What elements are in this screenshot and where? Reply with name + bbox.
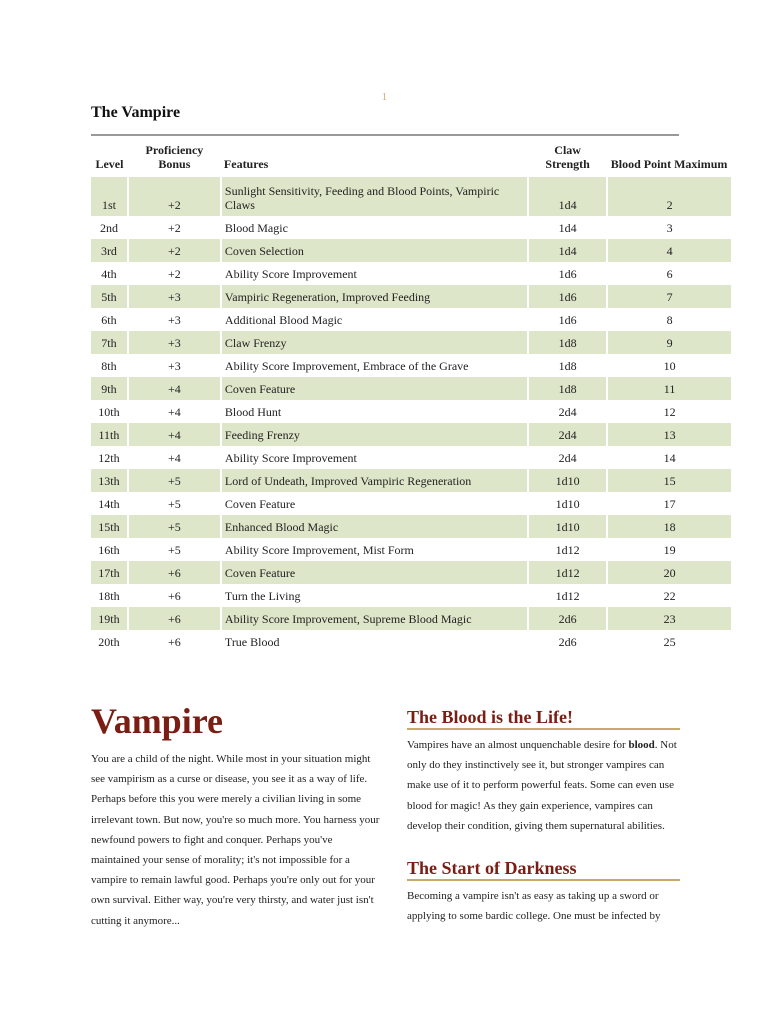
cell-features: Additional Blood Magic	[221, 308, 528, 331]
cell-blood-point-maximum: 10	[663, 358, 676, 373]
cell-blood-point-maximum: 17	[663, 496, 676, 511]
table-row	[91, 177, 731, 216]
cell-claw-strength: 1d12	[528, 538, 607, 561]
header-claw-strength: Claw Strength	[545, 143, 590, 171]
cell-features: Coven Selection	[221, 239, 528, 262]
section-heading-darkness: The Start of Darkness	[407, 858, 577, 878]
table-row	[91, 354, 731, 377]
cell-features: Lord of Undeath, Improved Vampiric Regeneration	[221, 469, 528, 492]
cell-proficiency: +3	[128, 308, 221, 331]
table-body	[91, 177, 731, 653]
cell-blood-point-maximum: 8	[666, 312, 673, 327]
table-row	[91, 469, 731, 492]
cell-claw-strength: 1d12	[528, 561, 607, 584]
table-row	[91, 446, 731, 469]
cell-blood-point-maximum: 22	[663, 588, 676, 603]
cell-level: 11th	[91, 423, 128, 446]
cell-features: Blood Hunt	[221, 400, 528, 423]
cell-level: 20th	[91, 630, 128, 653]
table-row	[91, 377, 731, 400]
cell-features: Sunlight Sensitivity, Feeding and Blood Points, Vampiric Claws	[221, 177, 528, 216]
cell-blood-point-maximum: 13	[607, 423, 731, 446]
table-row	[91, 607, 731, 630]
cell-features: True Blood	[221, 630, 528, 653]
cell-proficiency: +6	[128, 630, 221, 653]
cell-level: 1st	[91, 177, 128, 216]
cell-blood-point-maximum: 20	[607, 561, 731, 584]
cell-level: 16th	[91, 538, 128, 561]
table-title-rule	[91, 134, 679, 136]
table-row	[91, 262, 731, 285]
table-row	[91, 538, 731, 561]
cell-blood-point-maximum: 19	[663, 542, 676, 557]
cell-features: Vampiric Regeneration, Improved Feeding	[221, 285, 528, 308]
page-title: Vampire	[91, 701, 224, 741]
cell-claw-strength: 1d6	[528, 262, 607, 285]
cell-level: 15th	[91, 515, 128, 538]
cell-blood-point-maximum: 11	[607, 377, 731, 400]
cell-blood-point-maximum: 25	[663, 634, 676, 649]
cell-proficiency: +2	[128, 216, 221, 239]
cell-proficiency: +4	[128, 400, 221, 423]
cell-claw-strength: 1d8	[528, 331, 607, 354]
cell-features: Ability Score Improvement, Supreme Blood Magic	[221, 607, 528, 630]
cell-blood-point-maximum: 4	[607, 239, 731, 262]
cell-features: Ability Score Improvement, Mist Form	[221, 538, 528, 561]
cell-blood-point-maximum: 18	[607, 515, 731, 538]
header-blood-point-maximum: Blood Point Maximum	[610, 157, 728, 171]
cell-proficiency: +5	[128, 538, 221, 561]
table-row	[91, 331, 731, 354]
cell-proficiency: +3	[128, 285, 221, 308]
table-row	[91, 584, 731, 607]
cell-claw-strength: 1d8	[528, 377, 607, 400]
cell-level: 17th	[91, 561, 128, 584]
cell-claw-strength: 1d6	[528, 285, 607, 308]
cell-level: 13th	[91, 469, 128, 492]
table-row	[91, 492, 731, 515]
cell-claw-strength: 1d4	[528, 216, 607, 239]
table-title: The Vampire	[91, 104, 181, 121]
header-proficiency: Proficiency Bonus	[145, 143, 204, 171]
cell-blood-point-maximum: 3	[666, 220, 673, 235]
section-paragraph-darkness: Becoming a vampire isn't as easy as taking up a sword or applying to some bardic college. One must be infected by	[407, 890, 661, 923]
section-rule-blood	[407, 728, 680, 730]
cell-features: Coven Feature	[221, 492, 528, 515]
cell-features: Claw Frenzy	[221, 331, 528, 354]
cell-claw-strength: 1d4	[528, 177, 607, 216]
cell-blood-point-maximum: 14	[663, 450, 676, 465]
cell-level: 8th	[91, 354, 128, 377]
cell-claw-strength: 1d10	[528, 469, 607, 492]
cell-features: Enhanced Blood Magic	[221, 515, 528, 538]
cell-level: 4th	[91, 262, 128, 285]
cell-proficiency: +4	[128, 446, 221, 469]
cell-blood-point-maximum: 7	[607, 285, 731, 308]
cell-level: 2nd	[91, 216, 128, 239]
cell-proficiency: +6	[128, 561, 221, 584]
cell-features: Feeding Frenzy	[221, 423, 528, 446]
cell-claw-strength: 1d4	[528, 239, 607, 262]
cell-proficiency: +3	[128, 354, 221, 377]
cell-claw-strength: 1d12	[528, 584, 607, 607]
cell-level: 19th	[91, 607, 128, 630]
blood-text-before: Vampires have an almost unquenchable desire for	[407, 739, 629, 751]
cell-level: 10th	[91, 400, 128, 423]
cell-proficiency: +2	[128, 262, 221, 285]
intro-paragraph: You are a child of the night. While most in your situation might see vampirism as a curse or disease, you see it as a way of life. Perhaps before this you were merely a civilian living in some irrelevant town. But now, you're so much more. You harness your newfound powers to fight and conquer. Perhaps you've maintained your sense of morality; it's not impossible for a vampire to remain lawful good. Perhaps you're only out for your own survival. Either way, you're very thirsty, and water just isn't cutting it anymore...	[91, 753, 380, 927]
cell-proficiency: +5	[128, 469, 221, 492]
table-row	[91, 216, 731, 239]
cell-claw-strength: 1d10	[528, 492, 607, 515]
cell-blood-point-maximum: 2	[607, 177, 731, 216]
page-number: 1	[382, 92, 387, 103]
blood-text-bold: blood	[628, 739, 655, 751]
table-row	[91, 285, 731, 308]
header-features: Features	[223, 157, 269, 171]
cell-claw-strength: 2d6	[528, 607, 607, 630]
cell-level: 18th	[91, 584, 128, 607]
cell-claw-strength: 1d10	[528, 515, 607, 538]
table-row	[91, 630, 731, 653]
header-level: Level	[95, 157, 124, 171]
cell-claw-strength: 1d6	[528, 308, 607, 331]
cell-level: 9th	[91, 377, 128, 400]
cell-proficiency: +2	[128, 239, 221, 262]
cell-features: Turn the Living	[221, 584, 528, 607]
table-row	[91, 561, 731, 584]
table-row	[91, 239, 731, 262]
cell-level: 3rd	[91, 239, 128, 262]
table-row	[91, 308, 731, 331]
cell-blood-point-maximum: 12	[663, 404, 676, 419]
cell-level: 12th	[91, 446, 128, 469]
cell-level: 7th	[91, 331, 128, 354]
table-header-row	[91, 141, 731, 177]
table-row	[91, 400, 731, 423]
cell-features: Ability Score Improvement, Embrace of the Grave	[221, 354, 528, 377]
cell-claw-strength: 2d4	[528, 423, 607, 446]
cell-blood-point-maximum: 9	[607, 331, 731, 354]
section-paragraph-blood	[407, 735, 680, 836]
cell-features: Ability Score Improvement	[221, 262, 528, 285]
cell-proficiency: +5	[128, 515, 221, 538]
cell-proficiency: +4	[128, 423, 221, 446]
table-row	[91, 515, 731, 538]
cell-claw-strength: 1d8	[528, 354, 607, 377]
cell-features: Coven Feature	[221, 377, 528, 400]
section-rule-darkness	[407, 879, 680, 881]
cell-proficiency: +4	[128, 377, 221, 400]
cell-blood-point-maximum: 6	[666, 266, 673, 281]
cell-proficiency: +6	[128, 607, 221, 630]
table-row	[91, 423, 731, 446]
cell-level: 5th	[91, 285, 128, 308]
cell-level: 6th	[91, 308, 128, 331]
cell-claw-strength: 2d4	[528, 446, 607, 469]
cell-level: 14th	[91, 492, 128, 515]
section-heading-blood: The Blood is the Life!	[407, 707, 574, 727]
cell-features: Blood Magic	[221, 216, 528, 239]
cell-proficiency: +2	[128, 177, 221, 216]
vampire-class-table	[91, 141, 731, 653]
cell-claw-strength: 2d6	[528, 630, 607, 653]
cell-proficiency: +5	[128, 492, 221, 515]
cell-blood-point-maximum: 15	[607, 469, 731, 492]
cell-proficiency: +3	[128, 331, 221, 354]
cell-features: Coven Feature	[221, 561, 528, 584]
cell-features: Ability Score Improvement	[221, 446, 528, 469]
cell-proficiency: +6	[128, 584, 221, 607]
blood-text-after: . Not only do they instinctively see it, but stronger vampires can make use of it to perform powerful feats. Some can even use blood for magic! As they gain experience, vampires can develop their condition, giving them supernatural abilities.	[407, 739, 677, 832]
cell-blood-point-maximum: 23	[607, 607, 731, 630]
cell-claw-strength: 2d4	[528, 400, 607, 423]
